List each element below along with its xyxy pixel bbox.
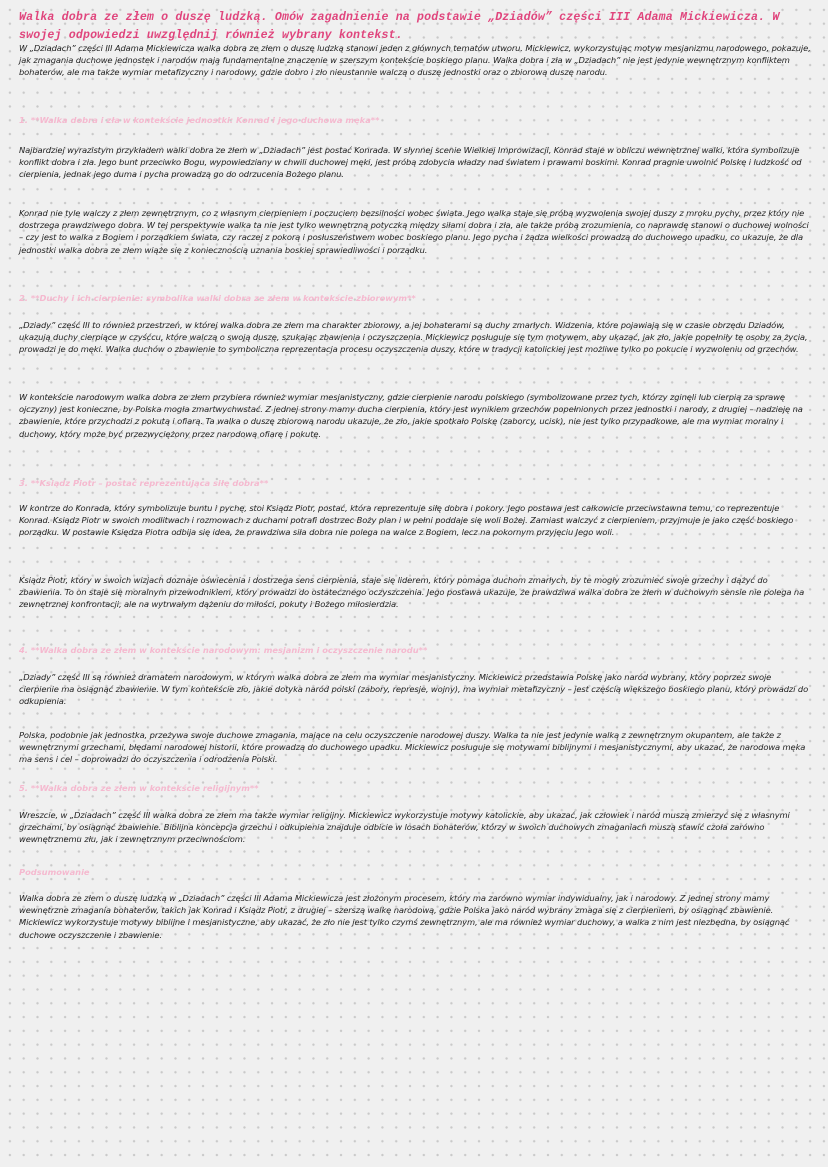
section-heading: 4. **Walka dobra ze złem w kontekście narodowym: mesjanizm i oczyszczenie narodu**	[19, 645, 428, 655]
section-paragraph: W kontrze do Konrada, który symbolizuje buntu i pychę, stoi Ksiądz Piotr, postać, która reprezentuje siłę dobra i pokory. Jego postawa jest całkowicie przeciwstawna temu, co reprezentuje Konrad. Ksiądz Piotr w swoich modlitwach i rozmowach z duchami potrafi dostrzec Boży plan i w pełni poddaje się woli Bożej. Zamiast walczyć z cierpieniem, przyjmuje je jako część boskiego porządku. W postawie Księdza Piotra odbija się idea, że prawdziwa siła dobra nie polega na walce z Bogiem, lecz na pokornym przyjęciu Jego woli.	[19, 503, 794, 538]
section-heading: 2. **Duchy i ich cierpienie: symbolika walki dobra ze złem w kontekście zbiorowym**	[19, 293, 416, 303]
section-paragraph: W kontekście narodowym walka dobra ze złem przybiera również wymiar mesjanistyczny, gdzie cierpienie narodu polskiego (symbolizowane przez tych, którzy zginęli lub cierpią za sprawę ojczyzny) jest konieczne, by Polska mogła zmartwychwstać. Z jednej strony mamy ducha cierpienia, który jest wynikiem grzechów popełnionych przez jednostki i narody, z drugiej – nadzieję na zbawienie, które przychodzi z pokutą i ofiarą. Ta walka o duszę zbiorową narodu ukazuje, że zło, jakie spotkało Polskę (zaborcy, ucisk), nie jest tylko przypadkowe, ale ma wymiar moralny i duchowy, który może być przezwyciężony przez narodową ofiarę i pokutę.	[19, 392, 803, 439]
summary-heading: Podsumowanie	[19, 867, 90, 877]
section-paragraph: Wreszcie, w „Dziadach” część III walka dobra ze złem ma także wymiar religijny. Mickiewicz wykorzystuje motywy katolickie, aby ukazać, jak człowiek i naród muszą zmierzyć się z własnymi grzechami, by osiągnąć zbawienie. Biblijna koncepcja grzechu i odkupienia znajduje odbicie w losach bohaterów, którzy w swoich duchowych zmaganiach muszą stawić czoła zarówno wewnętrznemu złu, jak i zewnętrznym przeciwnościom.	[19, 810, 790, 845]
section-paragraph: Konrad nie tyle walczy z złem zewnętrznym, co z własnym cierpieniem i poczuciem bezsilności wobec świata. Jego walka staje się próbą wyzwolenia swojej duszy z mroku pychy, przez który nie dostrzega prawdziwego dobra. W tej perspektywie walka ta nie jest tylko wewnętrzną potyczką między siłami dobra i zła, ale także próbą zrozumienia, co naprawdę stanowi o duchowej wolności – czy jest to walka z Bogiem i porządkiem świata, czy raczej z pokorą i posłuszeństwem wobec boskiego planu. Jego pycha i żądza wielkości prowadzą do duchowego upadku, co ukazuje, że dla jednostki walka dobra ze złem wiąże się z koniecznością uznania boskiej sprawiedliwości i porządku.	[19, 208, 809, 255]
summary-paragraph: Walka dobra ze złem o duszę ludzką w „Dziadach” części III Adama Mickiewicza jest złożonym procesem, który ma zarówno wymiar indywidualny, jak i narodowy. Z jednej strony mamy wewnętrzne zmagania bohaterów, takich jak Konrad i Ksiądz Piotr, z drugiej – szerszą walkę narodową, gdzie Polska jako naród wybrany zmaga się z cierpieniem, by osiągnąć zbawienie. Mickiewicz wykorzystuje motywy biblijne i mesjanistyczne, aby ukazać, że zło nie jest tylko czymś zewnętrznym, ale ma również wymiar duchowy, a walka z nim jest niezbędna, by osiągnąć duchowe oczyszczenie i zbawienie.	[19, 893, 790, 940]
section-paragraph: „Dziady” część III to również przestrzeń, w której walka dobra ze złem ma charakter zbiorowy, a jej bohaterami są duchy zmarłych. Widzenia, które pojawiają się w czasie obrzędu Dziadów, ukazują duchy cierpiące w czyśćcu, które walczą o swoją duszę, szukając zbawienia i oczyszczenia. Mickiewicz posługuje się tym motywem, aby ukazać, jak zło, jakie popełniły te osoby za życia, prowadzi je do męki. Walka duchów o zbawienie to symboliczna reprezentacja procesu oczyszczenia duszy, które w tradycji katolickiej jest możliwe tylko po pokucie i wyzwoleniu od grzechów.	[19, 320, 808, 355]
section-heading: 5. **Walka dobra ze złem w kontekście religijnym**	[19, 783, 259, 793]
section-paragraph: Ksiądz Piotr, który w swoich wizjach doznaje oświecenia i dostrzega sens cierpienia, staje się liderem, który pomaga duchom zmarłych, by te mogły zrozumieć swoje grzechy i dążyć do zbawienia. To on staje się moralnym przewodnikiem, który prowadzi do ostatecznego oczyszczenia. Jego postawa ukazuje, że prawdziwa walka dobra ze złem w duchowym sensie nie polega na zewnętrznej konfrontacji, ale na wytrwałym dążeniu do miłości, pokuty i Bożego miłosierdzia.	[19, 575, 805, 610]
section-heading: 1. **Walka dobra i zła w kontekście jednostki: Konrad i jego duchowa męka**	[19, 115, 380, 125]
section-paragraph: Polska, podobnie jak jednostka, przeżywa swoje duchowe zmagania, mające na celu oczyszczenie narodowej duszy. Walka ta nie jest jedynie walką z zewnętrznym okupantem, ale także z wewnętrznymi grzechami, błędami narodowej historii, które prowadzą do duchowego upadku. Mickiewicz posługuje się motywami biblijnymi i mesjanistycznymi, aby ukazać, że narodowa męka ma sens i cel – doprowadzi do oczyszczenia i odrodzenia Polski.	[19, 730, 806, 765]
section-heading: 3. **Ksiądz Piotr – postać reprezentująca siłę dobra**	[19, 478, 269, 488]
section-paragraph: „Dziady” część III są również dramatem narodowym, w którym walka dobra ze złem ma wymiar mesjanistyczny. Mickiewicz przedstawia Polskę jako naród wybrany, który poprzez swoje cierpienie ma osiągnąć zbawienie. W tym kontekście zło, jakie dotyka naród polski (zabory, represje, wojny), ma wymiar metafizyczny – jest częścią większego boskiego planu, który prowadzi do odkupienia.	[19, 672, 809, 707]
document-title: Walka dobra ze złem o duszę ludzką. Omów zagadnienie na podstawie „Dziadów” części III Adama Mickiewicza. W swojej odpowiedzi uwzględnij również wybrany kontekst.	[19, 11, 780, 42]
section-paragraph: Najbardziej wyrazistym przykładem walki dobra ze złem w „Dziadach” jest postać Konrada. W słynnej scenie Wielkiej Improwizacji, Konrad staje w obliczu wewnętrznej walki, która symbolizuje konflikt dobra i zła. Jego bunt przeciwko Bogu, wypowiedziany w chwili duchowej męki, jest próbą zdobycia władzy nad światem i prawami boskimi. Konrad pragnie uwolnić Polskę i ludzkość od cierpienia, jednak jego duma i pycha prowadzą go do odrzucenia Bożego planu.	[19, 145, 802, 180]
intro-paragraph: W „Dziadach” części III Adama Mickiewicza walka dobra ze złem o duszę ludzką stanowi jeden z głównych tematów utworu. Mickiewicz, wykorzystując motyw mesjanizmu narodowego, pokazuje, jak zmagania duchowe jednostek i narodów mają fundamentalne znaczenie w szerszym kontekście boskiego planu. Walka dobra i zła w „Dziadach” nie jest jedynie wewnętrznym konfliktem bohaterów, ale ma także wymiar metafizyczny i narodowy, gdzie dobro i zło nieustannie walczą o duszę jednostki oraz o zbiorową duszę narodu.	[19, 43, 811, 78]
